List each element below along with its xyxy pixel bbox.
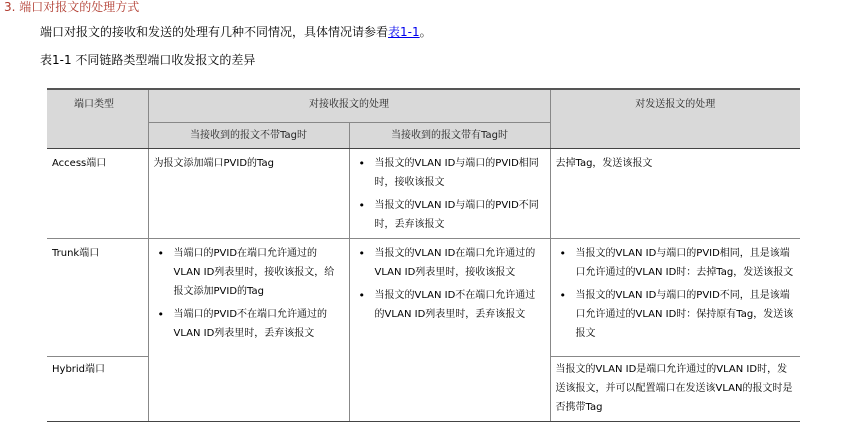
- list-item: • 当报文的VLAN ID在端口允许通过的VLAN ID列表里时，接收该报文: [355, 244, 545, 282]
- table-row-trunk: [47, 239, 800, 357]
- header-recv: 对接收报文的处理: [148, 89, 550, 123]
- intro-text: 端口对报文的接收和发送的处理有几种不同情况，具体情况请参看: [40, 25, 389, 39]
- tagged-cell: [349, 239, 550, 422]
- table-ref-link[interactable]: 表1-1: [388, 25, 420, 39]
- tagged-cell: [349, 149, 550, 239]
- port-type-cell: Hybrid端口: [47, 357, 148, 422]
- list-item: • 当报文的VLAN ID与端口的PVID不同时，丢弃该报文: [355, 196, 545, 234]
- list-item: • 当报文的VLAN ID与端口的PVID不同，且是该端口允许通过的VLAN ID时：保持原有Tag，发送该报文: [556, 286, 796, 343]
- intro-paragraph: [40, 24, 432, 40]
- send-cell: [550, 239, 800, 357]
- table-row-access: [47, 149, 800, 239]
- list-item: • 当报文的VLAN ID与端口的PVID相同，且是该端口允许通过的VLAN ID时：去掉Tag，发送该报文: [556, 244, 796, 282]
- intro-end: 。: [419, 25, 432, 39]
- header-recv-tagged: 当接收到的报文带有Tag时: [349, 123, 550, 149]
- port-type-cell: Trunk端口: [47, 239, 148, 357]
- table-caption: 表1-1 不同链路类型端口收发报文的差异: [40, 53, 256, 67]
- section-heading: 3. 端口对报文的处理方式: [4, 0, 140, 14]
- list-item: • 当端口的PVID在端口允许通过的VLAN ID列表里时，接收该报文，给报文添加PVID的Tag: [154, 244, 344, 301]
- header-send: 对发送报文的处理: [550, 89, 800, 149]
- untagged-cell: [148, 239, 349, 422]
- header-port-type: 端口类型: [47, 89, 148, 149]
- port-type-cell: Access端口: [47, 149, 148, 239]
- list-item: • 当报文的VLAN ID不在端口允许通过的VLAN ID列表里时，丢弃该报文: [355, 286, 545, 324]
- header-recv-untagged: 当接收到的报文不带Tag时: [148, 123, 349, 149]
- untagged-cell: 为报文添加端口PVID的Tag: [148, 149, 349, 239]
- list-item: • 当端口的PVID不在端口允许通过的VLAN ID列表里时，丢弃该报文: [154, 305, 344, 343]
- send-cell: 当报文的VLAN ID是端口允许通过的VLAN ID时，发送该报文，并可以配置端口在发送该VLAN的报文时是否携带Tag: [550, 357, 800, 422]
- send-cell: 去掉Tag，发送该报文: [555, 158, 653, 169]
- header-row: [47, 89, 800, 123]
- port-diff-table: [47, 88, 800, 422]
- list-item: • 当报文的VLAN ID与端口的PVID相同时，接收该报文: [355, 154, 545, 192]
